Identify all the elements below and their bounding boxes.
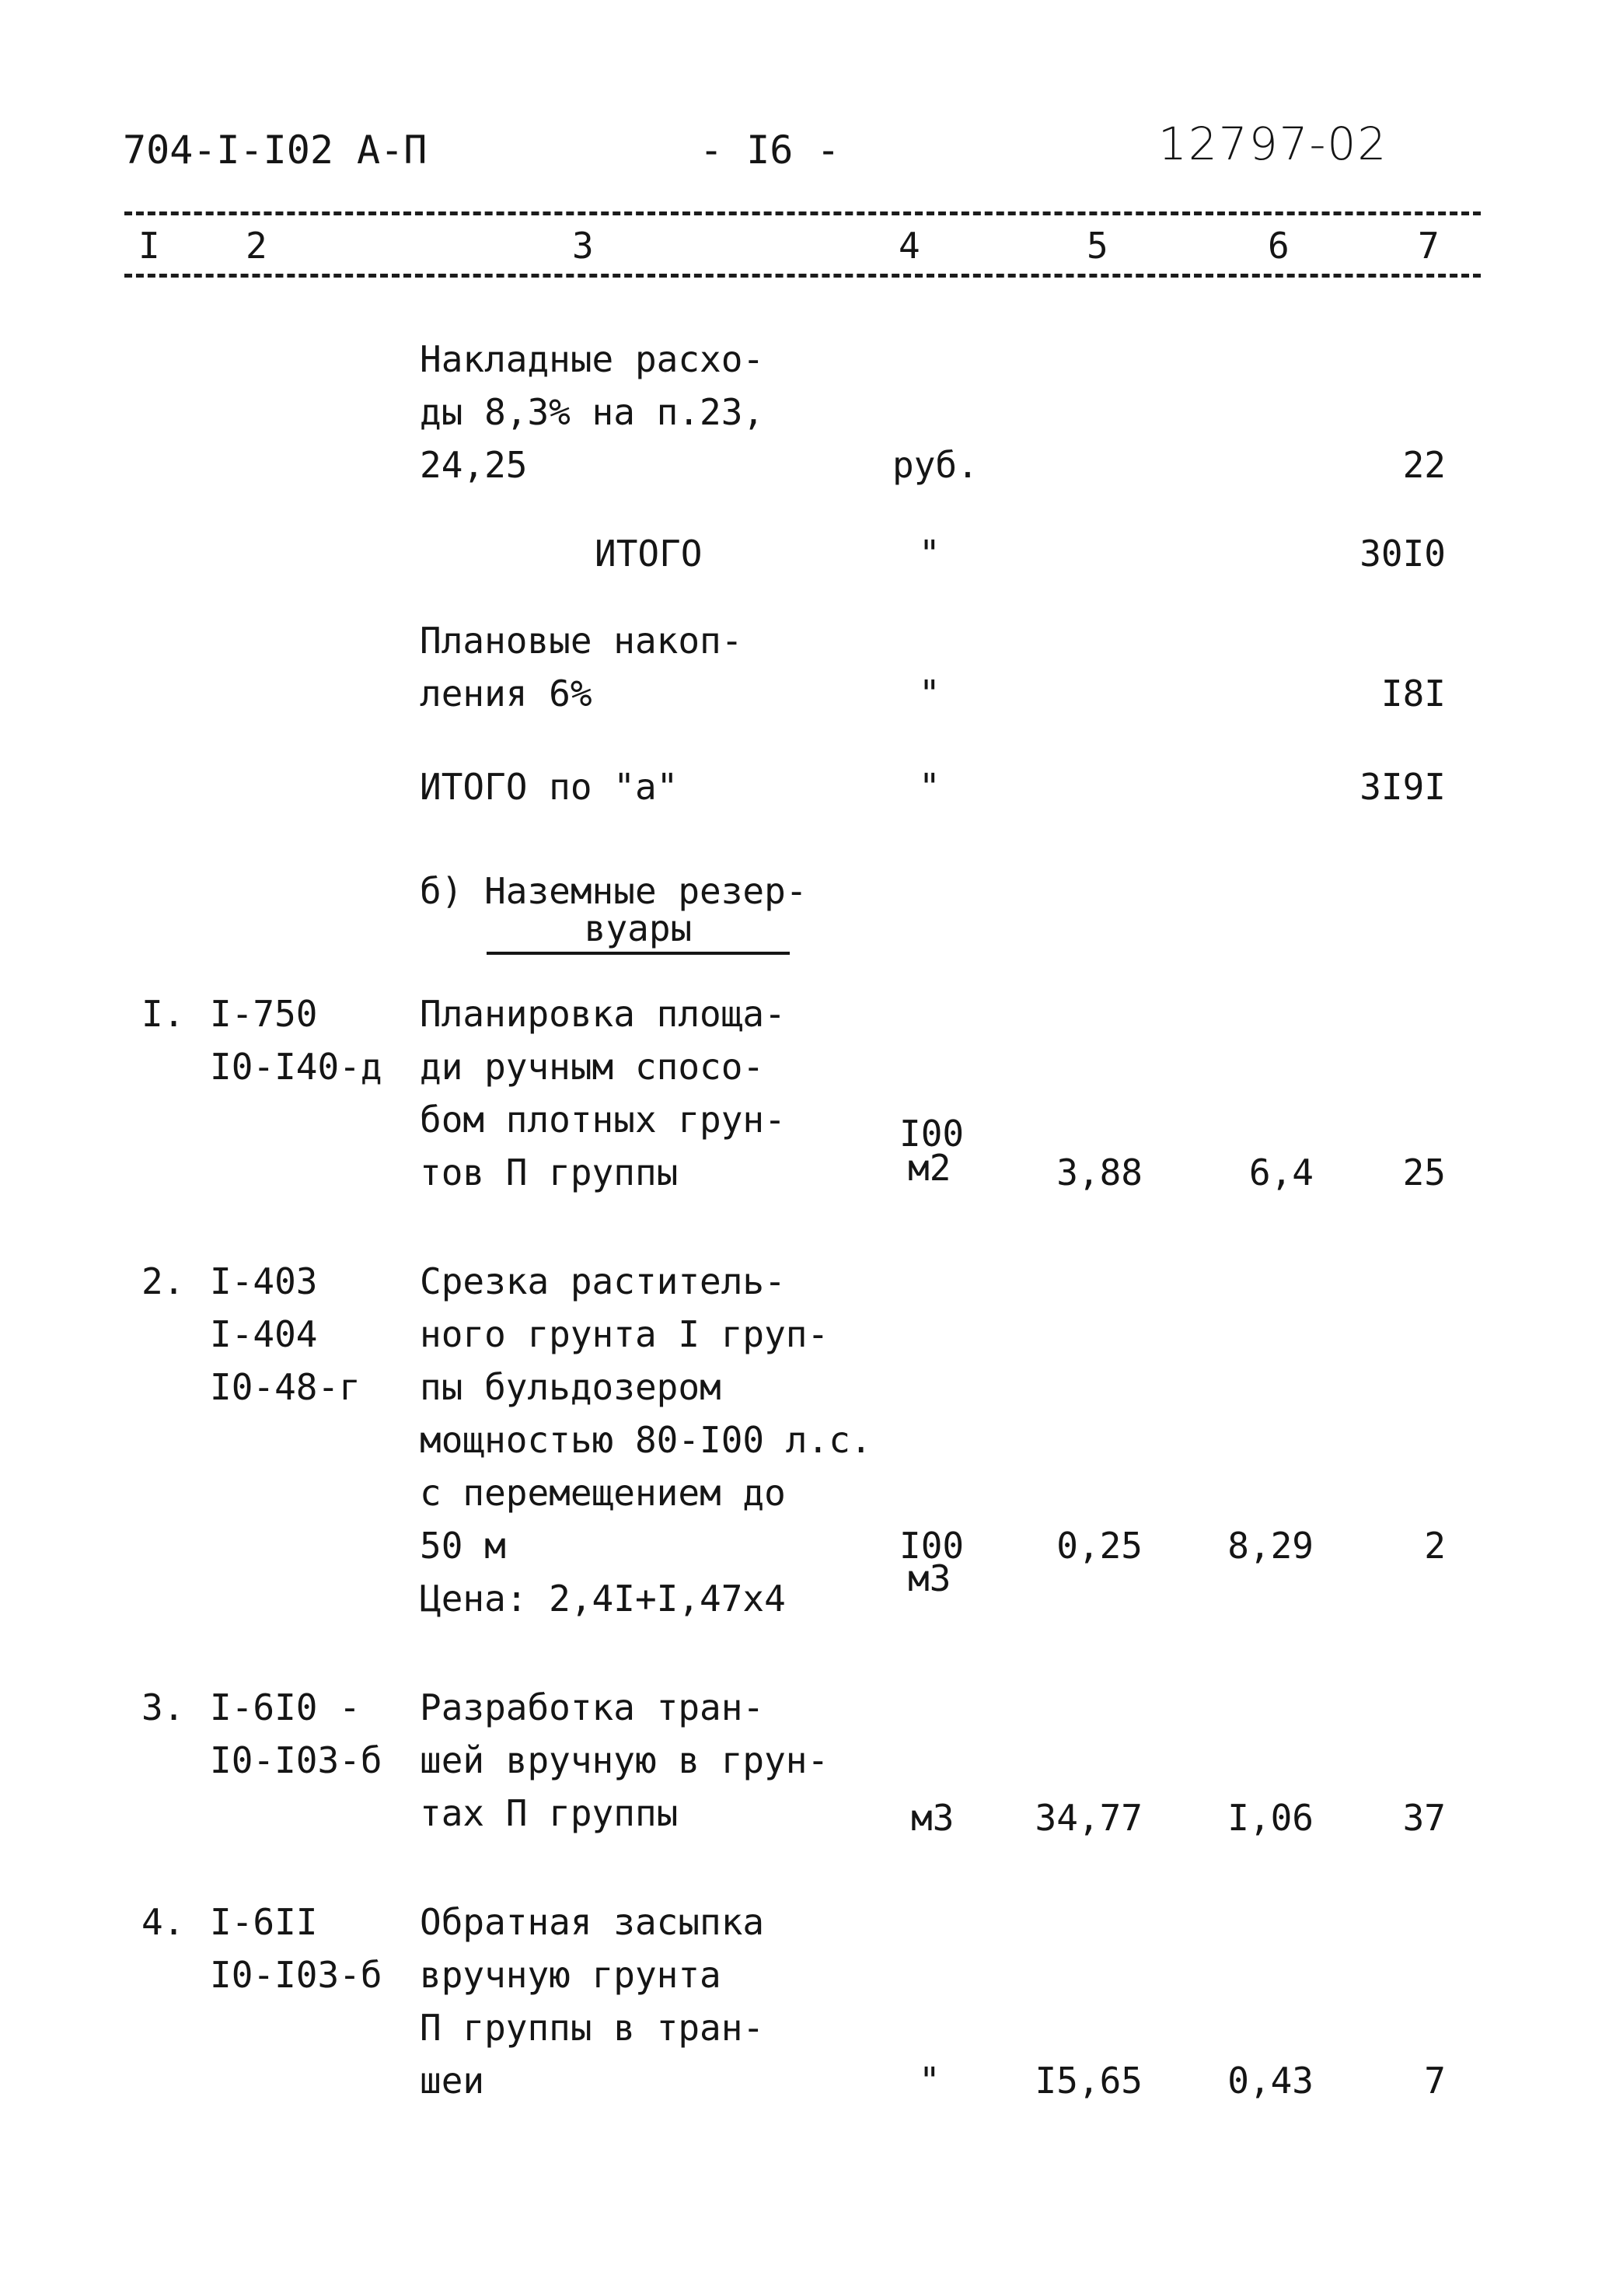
item-code: I-750 — [210, 993, 318, 1035]
column-number-6: 6 — [1263, 222, 1294, 269]
item-description-line: мощностью 80-I00 л.с. — [420, 1419, 872, 1461]
item-description-line: вручную грунта — [420, 1954, 721, 1996]
item-description-line: с перемещением до — [420, 1472, 786, 1514]
column-number-3: 3 — [567, 222, 599, 269]
section-title-line: б) Наземные резер- — [420, 870, 808, 912]
document-code: 704-I-I02 А-П — [123, 128, 428, 173]
item-quantity: 3,88 — [1056, 1151, 1143, 1193]
item-number: I. — [141, 993, 185, 1035]
row-unit: " — [919, 766, 941, 808]
item-price: I,06 — [1227, 1797, 1314, 1839]
item-number: 2. — [141, 1260, 185, 1302]
item-unit: м3 — [908, 1557, 951, 1599]
row-unit: " — [919, 673, 941, 715]
item-code: I-404 — [210, 1313, 318, 1355]
row-text-line: ИТОГО по "а" — [420, 766, 679, 808]
item-unit: I00 — [899, 1113, 965, 1155]
item-quantity: I5,65 — [1035, 2060, 1143, 2102]
item-description-line: бом плотных грун- — [420, 1099, 786, 1141]
item-description-line: пы бульдозером — [420, 1366, 721, 1408]
item-code: I-403 — [210, 1260, 318, 1302]
item-price: 8,29 — [1227, 1525, 1314, 1567]
item-unit: м3 — [911, 1797, 955, 1839]
item-description-line: П группы в тран- — [420, 2007, 765, 2049]
item-description-line: тов П группы — [420, 1151, 679, 1193]
section-title-line-underlined: вуары — [487, 907, 790, 955]
row-text-line: ления 6% — [420, 673, 592, 715]
item-description-line: Обратная засыпка — [420, 1901, 765, 1943]
item-code: I0-I40-д — [210, 1046, 382, 1088]
row-total: I8I — [1380, 673, 1446, 715]
item-description-line: шеи — [420, 2060, 485, 2102]
column-number-2: 2 — [241, 222, 272, 269]
item-code: I0-48-г — [210, 1366, 361, 1408]
item-description-line: Срезка раститель- — [420, 1260, 786, 1302]
top-dashed-rule — [124, 211, 1481, 215]
item-code: I-6II — [210, 1901, 318, 1943]
item-unit: I00 — [899, 1525, 965, 1567]
page-number: - I6 - — [700, 128, 840, 173]
row-unit: " — [919, 533, 941, 575]
row-text-line: 24,25 — [420, 444, 528, 486]
item-price: 6,4 — [1248, 1151, 1314, 1193]
item-code: I-6I0 - — [210, 1686, 361, 1728]
item-description-line: шей вручную в грун- — [420, 1739, 829, 1781]
item-total: 37 — [1402, 1797, 1446, 1839]
item-description-line: 50 м — [420, 1525, 506, 1567]
row-total: 22 — [1402, 444, 1446, 486]
item-quantity: 0,25 — [1056, 1525, 1143, 1567]
column-number-1: I — [134, 222, 165, 269]
column-number-7: 7 — [1413, 222, 1444, 269]
row-text-line: Накладные расхо- — [420, 338, 765, 380]
item-code: I0-I03-б — [210, 1954, 382, 1996]
item-unit: " — [919, 2060, 941, 2102]
stamp-number: 12797-02 — [1158, 117, 1388, 170]
item-description-line: Цена: 2,4I+I,47х4 — [420, 1578, 786, 1620]
item-description-line: тах П группы — [420, 1792, 679, 1834]
item-description-line: Разработка тран- — [420, 1686, 765, 1728]
item-price: 0,43 — [1227, 2060, 1314, 2102]
item-code: I0-I03-б — [210, 1739, 382, 1781]
item-total: 7 — [1424, 2060, 1446, 2102]
item-number: 3. — [141, 1686, 185, 1728]
column-number-5: 5 — [1082, 222, 1113, 269]
item-description-line: ди ручным спосо- — [420, 1046, 765, 1088]
row-total: 30I0 — [1359, 533, 1446, 575]
row-text-line: ИТОГО — [595, 533, 703, 575]
item-number: 4. — [141, 1901, 185, 1943]
item-total: 25 — [1402, 1151, 1446, 1193]
row-total: 3I9I — [1359, 766, 1446, 808]
item-total: 2 — [1424, 1525, 1446, 1567]
column-number-row — [124, 227, 1481, 278]
item-description-line: ного грунта I груп- — [420, 1313, 829, 1355]
column-number-4: 4 — [894, 222, 925, 269]
item-description-line: Планировка площа- — [420, 993, 786, 1035]
row-text-line: ды 8,3% на п.23, — [420, 391, 765, 433]
item-quantity: 34,77 — [1035, 1797, 1143, 1839]
row-text-line: Плановые накоп- — [420, 620, 743, 662]
item-unit: м2 — [908, 1147, 951, 1189]
row-unit: руб. — [892, 444, 979, 486]
